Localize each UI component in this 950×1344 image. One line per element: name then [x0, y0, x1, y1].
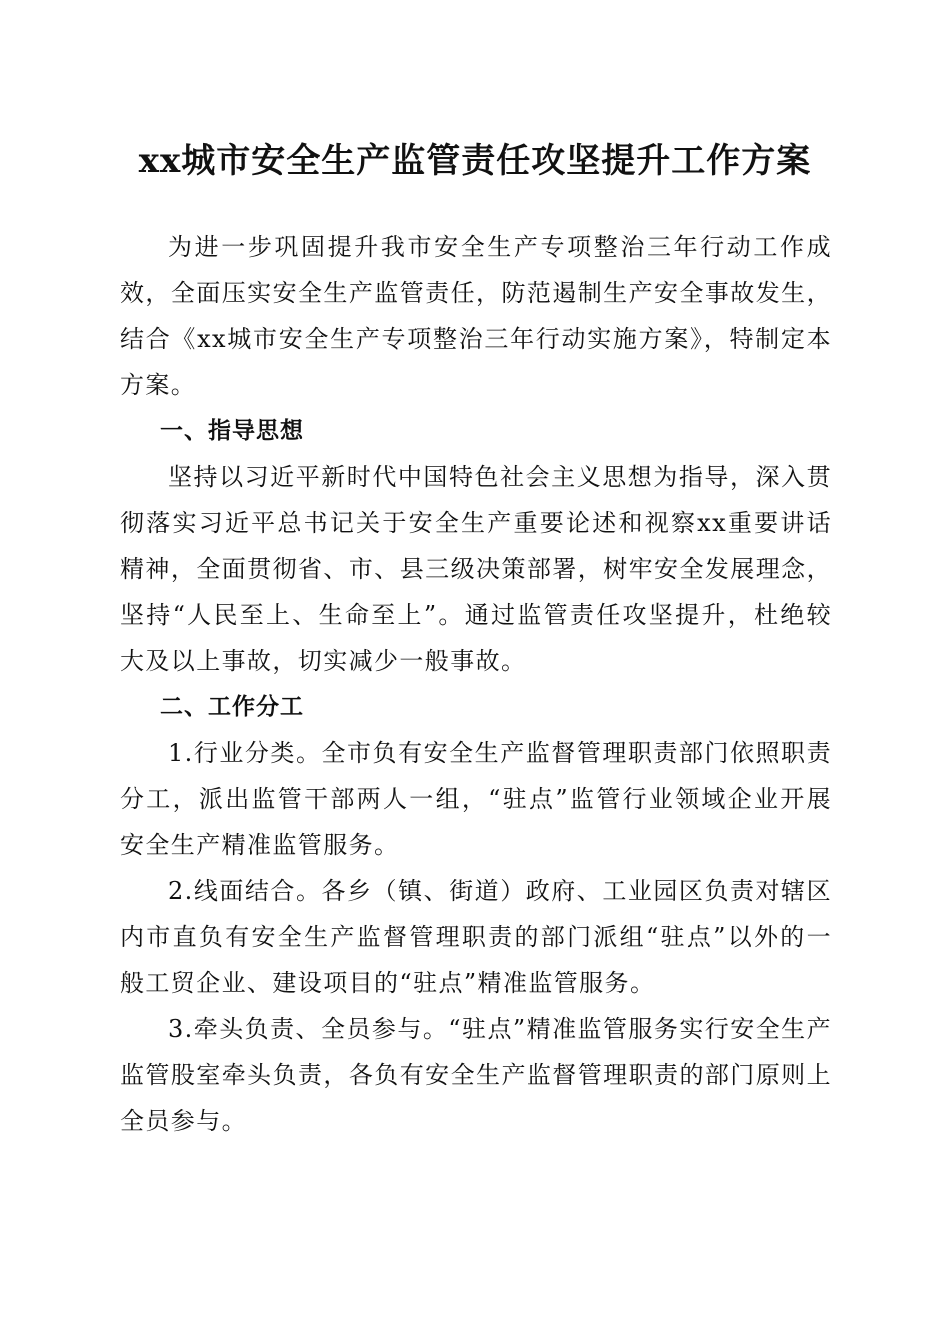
- section-paragraph: 1.行业分类。全市负有安全生产监督管理职责部门依照职责分工，派出监管干部两人一组，“驻点”监管行业领域企业开展安全生产精准监管服务。: [120, 739, 832, 859]
- section-paragraph: 2.线面结合。各乡（镇、街道）政府、工业园区负责对辖区内市直负有安全生产监督管理职责的部门派组“驻点”以外的一般工贸企业、建设项目的“驻点”精准监管服务。: [120, 877, 832, 997]
- section-heading: 二、工作分工: [160, 694, 304, 720]
- section-heading: 一、指导思想: [160, 418, 304, 444]
- document-body: [120, 224, 832, 1144]
- document-title: xx城市安全生产监管责任攻坚提升工作方案: [138, 141, 812, 181]
- intro-paragraph: 为进一步巩固提升我市安全生产专项整治三年行动工作成效，全面压实安全生产监管责任，防范遏制生产安全事故发生，结合《xx城市安全生产专项整治三年行动实施方案》，特制定本方案。: [120, 233, 832, 399]
- section-paragraph: 3.牵头负责、全员参与。“驻点”精准监管服务实行安全生产监管股室牵头负责，各负有安全生产监督管理职责的部门原则上全员参与。: [120, 1015, 832, 1135]
- section-paragraph: 坚持以习近平新时代中国特色社会主义思想为指导，深入贯彻落实习近平总书记关于安全生产重要论述和视察xx重要讲话精神，全面贯彻省、市、县三级决策部署，树牢安全发展理念，坚持“人民至上、生命至上”。通过监管责任攻坚提升，杜绝较大及以上事故，切实减少一般事故。: [120, 463, 832, 675]
- section-guiding-ideology: [120, 408, 832, 684]
- section-work-division: [120, 684, 832, 1144]
